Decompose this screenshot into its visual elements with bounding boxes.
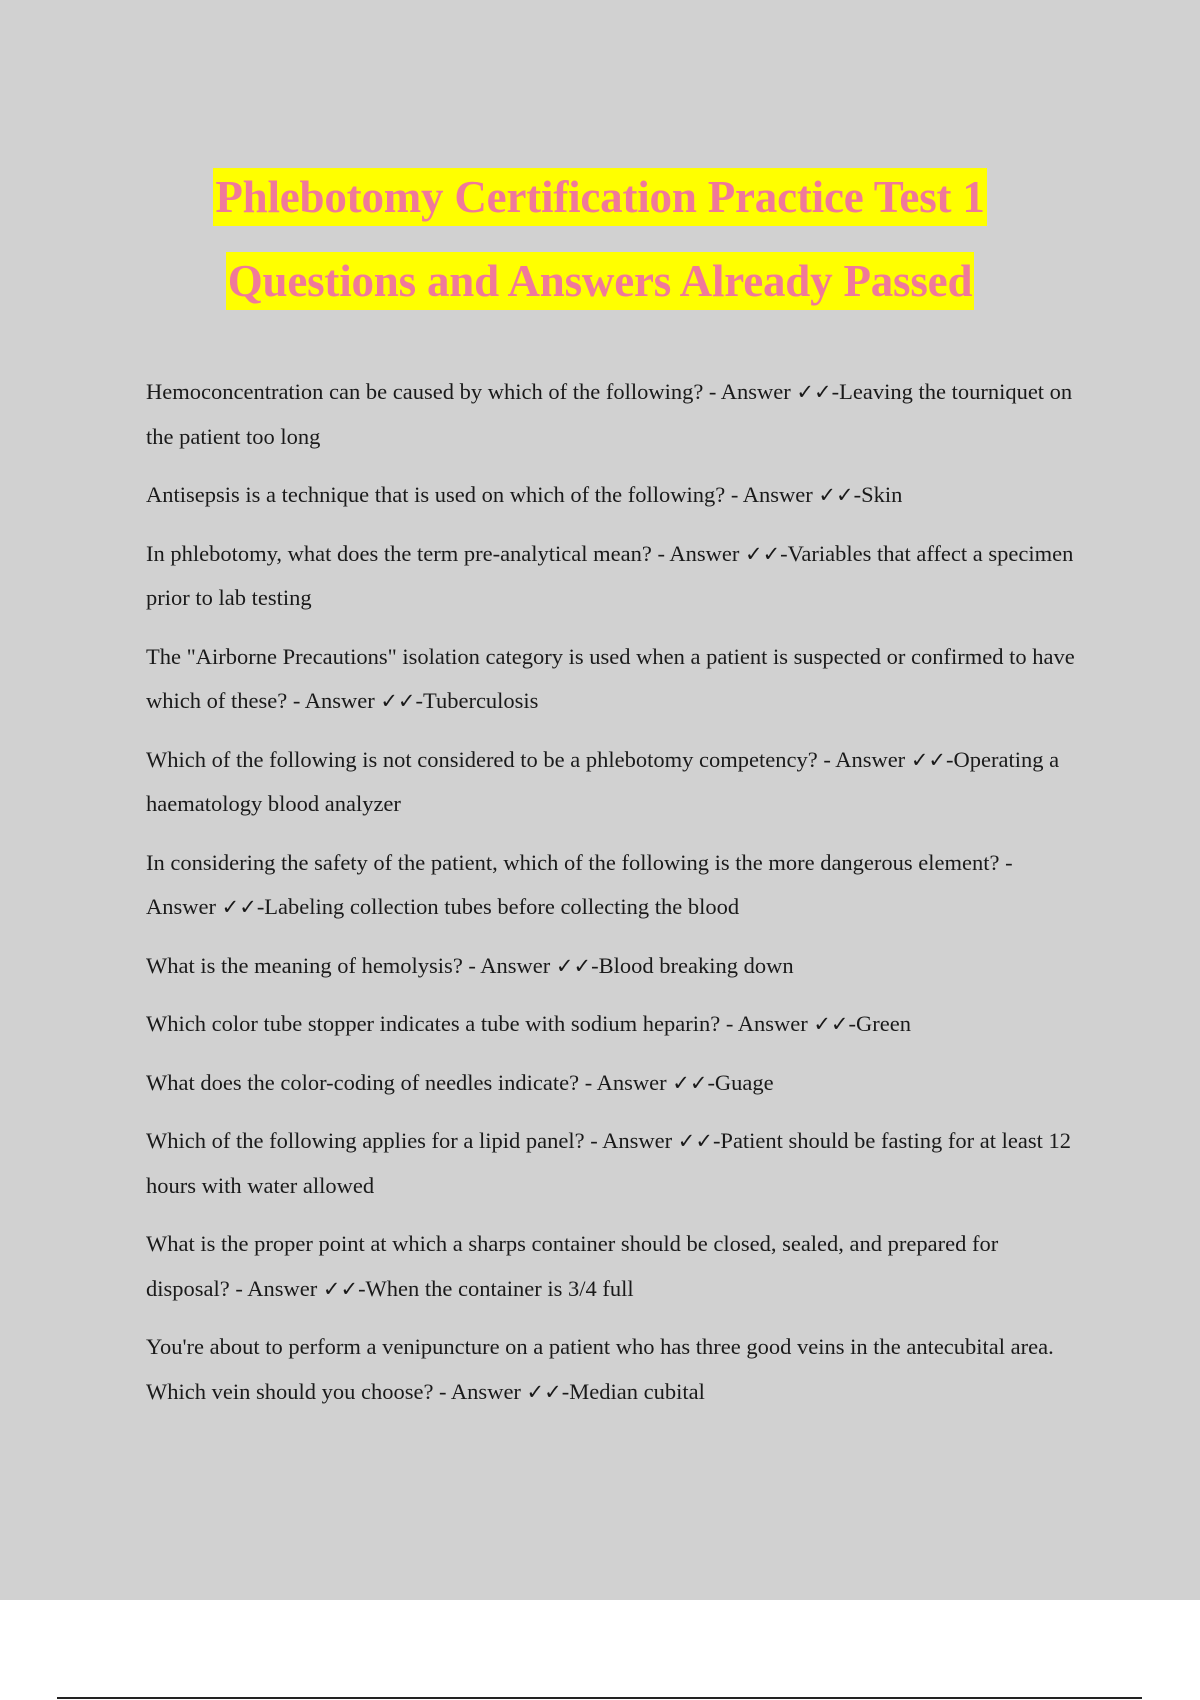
double-check-icon: ✓✓ — [744, 541, 781, 566]
qa-item — [146, 635, 1081, 724]
answer-text: -Labeling collection tubes before collecting the blood — [256, 894, 740, 919]
qa-item — [146, 841, 1081, 930]
double-check-icon: ✓✓ — [910, 747, 947, 772]
qa-item — [146, 1222, 1081, 1311]
footer-divider — [57, 1697, 1142, 1699]
question-text: The "Airborne Precautions" isolation category is used when a patient is suspected or confirmed to have which of these? - Answer — [146, 643, 1075, 713]
document-title — [0, 168, 1200, 336]
question-text: You're about to perform a venipuncture on a patient who has three good veins in the antecubital area. Which vein should you choose? - Answer — [146, 1334, 1054, 1404]
answer-text: -Guage — [707, 1069, 774, 1095]
answer-text: -Median cubital — [561, 1378, 705, 1404]
question-text: What is the proper point at which a sharps container should be closed, sealed, and prepared for disposal? - Answer — [146, 1231, 999, 1301]
qa-item — [146, 473, 1081, 518]
question-text: Which of the following is not considered to be a phlebotomy competency? - Answer — [146, 746, 911, 772]
answer-text: -Green — [848, 1011, 911, 1036]
question-text: Hemoconcentration can be caused by which of the following? - Answer — [146, 379, 797, 404]
answer-text: -Patient should be fasting for at least 12 hours with water allowed — [146, 1128, 1071, 1198]
answer-text: -Tuberculosis — [415, 688, 539, 713]
double-check-icon: ✓✓ — [813, 1012, 849, 1036]
qa-item — [146, 370, 1081, 459]
question-text: Antisepsis is a technique that is used on which of the following? - Answer — [146, 482, 819, 507]
question-text: Which of the following applies for a lipid panel? - Answer — [146, 1128, 678, 1153]
double-check-icon: ✓✓ — [322, 1276, 359, 1301]
qa-item — [146, 1325, 1081, 1414]
answer-text: -Leaving the tourniquet on the patient too long — [146, 379, 1073, 449]
title-line-1: Phlebotomy Certification Practice Test 1 — [213, 168, 986, 226]
qa-item — [146, 738, 1081, 827]
double-check-icon: ✓✓ — [555, 953, 592, 978]
double-check-icon: ✓✓ — [818, 483, 854, 507]
question-text: In phlebotomy, what does the term pre-analytical mean? - Answer — [146, 540, 745, 566]
double-check-icon: ✓✓ — [672, 1070, 708, 1095]
double-check-icon: ✓✓ — [221, 895, 257, 919]
answer-text: -Variables that affect a specimen prior to lab testing — [146, 540, 1074, 610]
qa-item — [146, 1119, 1081, 1208]
qa-item — [146, 944, 1081, 989]
qa-item — [146, 1002, 1081, 1047]
double-check-icon: ✓✓ — [380, 689, 416, 713]
double-check-icon: ✓✓ — [796, 380, 832, 404]
qa-item — [146, 532, 1081, 621]
question-text: What does the color-coding of needles indicate? - Answer — [146, 1069, 673, 1095]
title-line-2: Questions and Answers Already Passed — [226, 252, 975, 310]
qa-item — [146, 1061, 1081, 1106]
double-check-icon: ✓✓ — [677, 1129, 713, 1153]
answer-text: -Skin — [853, 482, 903, 507]
question-text: In considering the safety of the patient, which of the following is the more dangerous element? - Answer — [146, 849, 1013, 919]
answer-text: -When the container is 3/4 full — [358, 1275, 634, 1301]
question-text: What is the meaning of hemolysis? - Answer — [146, 952, 556, 978]
answer-text: -Operating a haematology blood analyzer — [146, 746, 1060, 816]
answer-text: -Blood breaking down — [591, 952, 794, 978]
question-text: Which color tube stopper indicates a tube with sodium heparin? - Answer — [146, 1011, 814, 1036]
double-check-icon: ✓✓ — [526, 1379, 562, 1404]
qa-list — [146, 370, 1081, 1428]
